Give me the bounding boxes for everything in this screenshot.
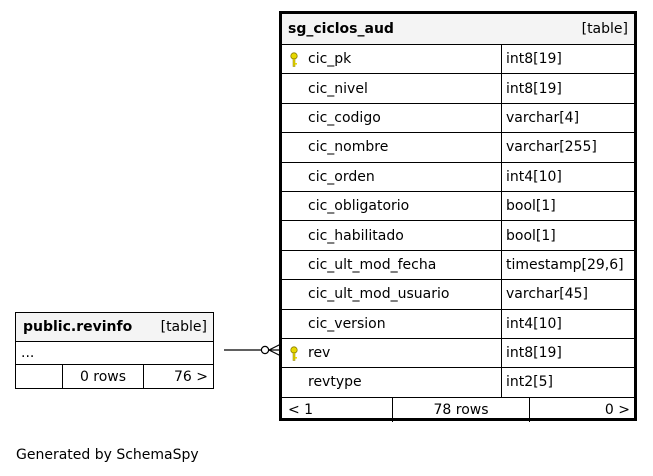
zero-optional-marker — [261, 346, 268, 353]
column-name: rev — [308, 345, 331, 362]
column-name: cic_codigo — [308, 109, 381, 126]
column-name: cic_ult_mod_usuario — [308, 286, 450, 303]
column-type: int8[19] — [506, 345, 562, 362]
footer-child-count[interactable]: 76 > — [174, 368, 208, 385]
column-name: cic_obligatorio — [308, 198, 410, 215]
crowfoot-lower — [269, 350, 281, 356]
column-name: revtype — [308, 374, 362, 391]
generated-by-caption: Generated by SchemaSpy — [16, 447, 199, 463]
column-type: int8[19] — [506, 51, 562, 68]
column-name: cic_pk — [308, 51, 352, 68]
column-name: cic_habilitado — [308, 227, 404, 244]
column-name: cic_version — [308, 315, 386, 332]
column-type: bool[1] — [506, 227, 556, 244]
column-name: cic_orden — [308, 168, 375, 185]
column-type: int4[10] — [506, 168, 562, 185]
column-type: int4[10] — [506, 315, 562, 332]
table-name: public.revinfo — [23, 319, 133, 335]
column-name: cic_nivel — [308, 80, 368, 97]
footer-child-count[interactable]: 0 > — [604, 401, 630, 418]
column-type: int2[5] — [506, 374, 553, 391]
column-name: cic_ult_mod_fecha — [308, 256, 437, 273]
column-type: bool[1] — [506, 198, 556, 215]
crowfoot-upper — [269, 344, 281, 350]
column-type: int8[19] — [506, 80, 562, 97]
footer-parent-count[interactable]: < 1 — [288, 401, 314, 418]
column-type: timestamp[29,6] — [506, 256, 624, 273]
table-kind: [table] — [160, 319, 207, 335]
table-name: sg_ciclos_aud — [288, 21, 394, 37]
footer-row-count: 0 rows — [62, 365, 144, 388]
column-type: varchar[255] — [506, 139, 597, 156]
column-name: cic_nombre — [308, 139, 389, 156]
table-kind: [table] — [581, 21, 628, 37]
ellipsis-text: ... — [21, 345, 35, 361]
column-type: varchar[45] — [506, 286, 588, 303]
footer-row-count: 78 rows — [392, 398, 530, 422]
column-type: varchar[4] — [506, 109, 580, 126]
